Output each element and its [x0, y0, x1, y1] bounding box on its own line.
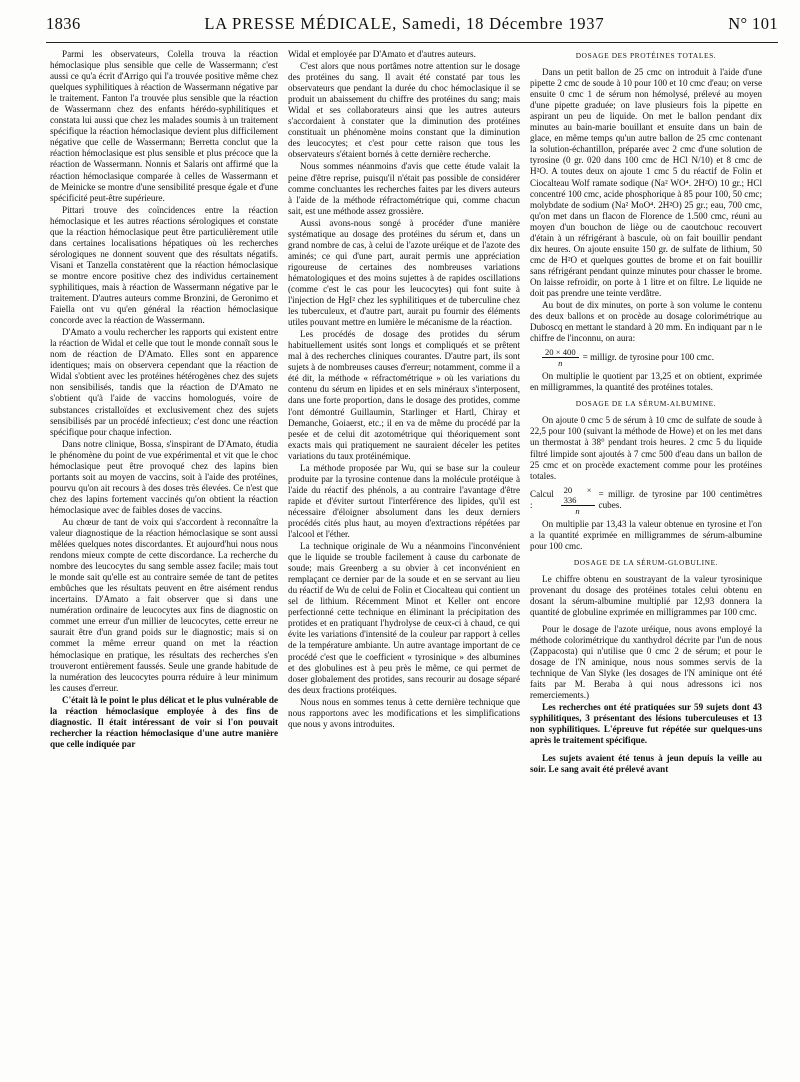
section-heading: DOSAGE DE LA SÉRUM-ALBUMINE. — [575, 399, 717, 409]
fraction-numerator: 20 × 400 — [542, 347, 579, 358]
fraction — [561, 485, 595, 516]
paragraph: On multiplie le quotient par 13,25 et on obtient, exprimée en milligrammes, la quantité des protéines totales. — [530, 371, 762, 393]
page-header — [46, 14, 778, 40]
paragraph: On multiplie par 13,43 la valeur obtenue en tyrosine et l'on a la quantité exprimée en milligrammes de sérum-albumine pour 100 cmc. — [530, 518, 762, 551]
paragraph: La méthode proposée par Wu, qui se base sur la couleur produite par la tyrosine contenue dans la molécule protéique à l'aide du réactif des phénols, a au contraire l'avantage d'être rapide et d'éviter surtout l'interférence des lipides, qu'il est nécessaire d'éloigner absolument dans les deux derniers procédés cités plus haut, au moyen d'extractions répétées par l'alcool et l'éther. — [288, 462, 520, 540]
paragraph: D'Amato a voulu rechercher les rapports qui existent entre la réaction de Widal et celle que tout le monde connaît sous le nom de réaction de D'Amato. Elles sont en apparence identiques; mais on observera cependant que la réaction de Widal s'obtient avec les protéines hétérogènes chez des sujets non sensibilisés, tandis que la réaction de D'Amato ne s'obtient qu'à l'aide de vaccins homologués, voire de substances cristalloïdes et exclusivement chez des sujets sensibilisés par un procédé infectieux; c'est donc une réaction spécifique pour chaque infection. — [50, 327, 278, 437]
formula-serum-albumin — [530, 485, 762, 516]
paragraph: Les procédés de dosage des protides du sérum habituellement usités sont longs et compliqués et se prêtent mal à des recherches cliniques courantes. D'autre part, ils sont sujets à de nombreuses causes d'erreur; notamment, comme il a été dit, la méthode « réfractométrique » où les variations du contenu du sérum en lipides et en sels minéraux s'interposent, dans une forte proportion, dans le dosage des protides, comme l'ont démontré Guillaumin, Starlinger et Hartl, Chiray et Demanche, Goiaerst, etc.; il en va de même du procédé par la pesée et de celui dit azotométrique qui théoriquement sont exacts mais qui pratiquement ne sauraient déceler les petites variations du taux protéinémique. — [288, 329, 520, 461]
paragraph: Dans notre clinique, Bossa, s'inspirant de D'Amato, étudia le phénomène du point de vue expérimental et vit que le choc hémoclasique peut être provoqué chez des lapins bien portants soit au moyen de vaccins, soit à l'aide des protéines, pourvu qu'on ait recours à des doses très élevées. Ce n'est que chez des lapins fortement vaccinés qu'on obtient la réaction hémoclasique avec de faibles doses de vaccins. — [50, 438, 278, 515]
formula-label: Calcul : — [530, 489, 554, 511]
paragraph: Pour le dosage de l'azote uréique, nous avons employé la méthode colorimétrique du xanthydrol décrite par l'un de nous (Zappacosta) qui n'utilise que 0 cmc 2 de sérum; et pour le dosage de l'N aminique, nous nous sommes servis de la technique de Van Slyke (les dosages de l'N aminique ont été faits par M. Beraba à qui nous adressons ici nos remerciements.) — [530, 624, 762, 701]
formula-result: = milligr. de tyrosine par 100 centimètres cubes. — [598, 489, 762, 511]
paragraph-bold: Les sujets avaient été tenus à jeun depuis la veille au soir. Le sang avait été prélevé avant — [530, 752, 762, 774]
formula-result: = milligr. de tyrosine pour 100 cmc. — [582, 352, 714, 363]
paragraph: Nous sommes néanmoins d'avis que cette étude valait la peine d'être reprise, puisqu'il n'était pas possible de considérer comme concluantes les recherches faites par les divers auteurs à l'aide de la méthode réfractométrique qui, comme chacun sait, est une méthode assez grossière. — [288, 161, 520, 216]
fraction-denominator: n — [575, 505, 580, 516]
paragraph: Widal et employée par D'Amato et d'autres auteurs. — [288, 49, 476, 59]
paragraph-bold: Les recherches ont été pratiquées sur 59 sujets dont 43 syphilitiques, 3 présentant des lésions tuberculeuses et 13 non syphilitiques. L'épreuve fut répétée sur quelques-uns après le traitement spécifique. — [530, 702, 762, 746]
paragraph: Pittari trouve des coïncidences entre la réaction hémoclasique et les autres réactions sérologiques et constate que la réaction hémoclasique peut être particulièrement utile dans certaines localisations hépatiques où les recherches sérologiques ne donnent souvent que des résultats négatifs. Visani et Tanzella constatèrent que la réaction hémoclasique se montre encore positive chez des individus certainement syphilitiques, mais à réaction de Wassermann négative par le traitement. D'autres auteurs comme Bronzini, de Geronimo et Faiella ont vu qu'en général la réaction hémoclasique concorde avec la réaction de Wassermann. — [50, 204, 278, 326]
column-1 — [46, 49, 278, 1074]
section-heading: DOSAGE DE LA SÉRUM-GLOBULINE. — [573, 557, 719, 567]
page-number: 1836 — [46, 14, 81, 33]
paragraph: La technique originale de Wu a néanmoins l'inconvénient que le liquide se trouble facilement à cause du carbonate de soude; mais Greenberg a su obvier à cet inconvénient en remplaçant ce dernier par de la soude et en se servant au lieu du réactif de Wu de celui de Folin et Ciocalteau qui contient un sel de lithium. Récemment Minot et Keller ont encore perfectionné cette technique en éliminant la précipitation des protides et en pratiquant l'hydrolyse de ceux-ci à chaud, ce qui évite les variations d'intensité de la couleur par rapport à celles de la température ambiante. Un autre avantage important de ce procédé c'est que le coefficient « tyrosinique » des albumines et des globulines est à peu près le même, ce qui permet de doser globalement des protides, sans recourir au dosage séparé des deux fractions protéiques. — [288, 541, 520, 695]
fraction — [542, 347, 579, 368]
section-heading: DOSAGE DES PROTÉINES TOTALES. — [575, 51, 717, 60]
column-2 — [288, 49, 520, 1074]
column-3 — [530, 49, 762, 1074]
paragraph: Aussi avons-nous songé à procéder d'une manière systématique au dosage des protéines du sérum et, dans un grand nombre de cas, à celui de l'azote uréique et de l'azote des aminés; ce qui d'une part, aurait permis une appréciation rigoureuse de certaines des nombreuses variations hématologiques et des moins sujettes à de rapides oscillations (comme c'est le cas pour les leucocytes) qui font suite à l'injection de HgI² chez les syphilitiques et de tuberculine chez les tuberculeux, et d'autre part, aurait pu fournir des éléments utiles pouvant mettre en lumière le mécanisme de la réaction. — [288, 217, 520, 328]
paragraph: Parmi les observateurs, Colella trouva la réaction hémoclasique plus sensible que celle de Wassermann; c'est aussi ce qu'a écrit d'Arrigo qui l'a trouvée positive même chez quelques syphilitiques à réaction de Wassermann négative par le traitement. Fanton l'a trouvée plus sensible que la réaction de Wassermann chez des enfants hérédo-syphilitiques et constata lui aussi que chez les malades soumis à un traitement spécifique la réaction hémoclasique devient plus difficilement négative que celle de Wassermann; Berretta conclut que la réaction hémoclasique est plus sensible et plus précoce que la réaction de Wassermann. Nonnis et Salaris ont affirmé que la réaction hémoclasique comparée à celles de Wassermann et de Meinicke se montre d'une sensibilité presque égale et d'une spécificité peut-être supérieure. — [50, 49, 278, 203]
text-columns — [46, 49, 778, 1074]
fraction-numerator: 20 × 336 — [561, 485, 595, 506]
fraction-denominator: n — [558, 358, 563, 369]
header-rule — [46, 42, 778, 43]
paragraph: Au bout de dix minutes, on porte à son volume le contenu des deux ballons et on procède au dosage colorimétrique au Duboscq en mettant le standard à 20 mm. En indiquant par n le chiffre de l'inconnu, on aura: — [530, 300, 762, 344]
paragraph: On ajoute 0 cmc 5 de sérum à 10 cmc de sulfate de soude à 22,5 pour 100 (suivant la méthode de Howe) et on les met dans un thermostat à 38° pendant trois heures. 2 cmc 5 du liquide filtré limpide sont ajoutés à 7 cmc 500 d'eau dans un ballon de 25 cmc et on procède exactement comme pour les protéines totales. — [530, 415, 762, 481]
paragraph: C'est alors que nous portâmes notre attention sur le dosage des protéines du sang. Il avait été constaté par tous les observateurs que pendant la durée du choc hémoclasique il se produit un abaissement du chiffre des protéines du sang; mais Widal et ses collaborateurs ainsi que les autres auteurs s'accordaient à constater que la diminution des protéines constituait un phénomène moins constant que la diminution des leucocytes; et c'est pour cette raison que tous les observateurs s'étaient bornés à cette dernière recherche. — [288, 61, 520, 160]
paragraph-bold: C'était là le point le plus délicat et le plus vulnérable de la réaction hémoclasique employée à des fins de diagnostic. Il était intéressant de voir si l'on pouvait rechercher la réaction hémoclasique d'une autre manière que celle indiquée par — [50, 694, 278, 749]
paragraph: Nous nous en sommes tenus à cette dernière technique que nous rapportons avec les modifications et les simplifications que nous y avons introduites. — [288, 696, 520, 729]
paragraph: Au chœur de tant de voix qui s'accordent à reconnaître la valeur diagnostique de la réaction hémoclasique se sont aussi mêlées quelques notes discordantes. Et aujourd'hui nous nous rendons mieux compte de cette discordance. La recherche du nombre des leucocytes du sang semble assez facile; mais tout le monde sait qu'elle est au contraire semée de tant de petites embûches que les résultats peuvent en être aisément rendus incertains. D'Amato a fait observer que si dans une numération ordinaire de leucocytes aux fins de diagnostic on commet une erreur d'un millier de leucocytes, cette erreur ne saurait être d'un grand poids sur le diagnostic; mais si on commet la même erreur quand on met la réaction hémoclasique en pratique, les résultats des recherches s'en trouveront entièrement faussés. Seule une grande habitude de la numération des leucocytes pourra réduire à leur minimum les causes d'erreur. — [50, 516, 278, 693]
journal-title: LA PRESSE MÉDICALE, Samedi, 18 Décembre 1937 — [204, 14, 605, 33]
paragraph: Dans un petit ballon de 25 cmc on introduit à l'aide d'une pipette 2 cmc de soude à 10 pour 100 et 10 cmc d'eau; on verse ensuite 0 cmc 1 de sérum non hémolysé, prélevé au moyen d'une pipette graduée; on lave plusieurs fois la pipette en aspirant un peu de liquide. On met le ballon pendant dix minutes au bain-marie bouillant et ensuite dans un bain de glace, en même temps qu'un autre ballon de 25 cmc contenant la solution-échantillon, préparée avec 2 cmc d'une solution de tyrosine (0 gr. 020 dans 100 cmc de HCl N/10) et 8 cmc de H²O. A toutes deux on ajoute 1 cmc 5 du réactif de Folin et Ciocalteau Wolf ramate sodique (Na² WO⁴. 2H²O) 10 gr.; HCl concentré 100 cmc, acide phosphorique à 85 pour 100, 50 cmc; molybdate de sodium (Na² MoO⁴. 2H²O) 25 gr.; eau, 700 cmc, qu'on met dans un flacon de Florence de 1.500 cmc, réuni au moyen d'un bouchon de liège ou de caoutchouc recouvert d'étain à un réfrigérant à bascule, où on fait bouillir pendant dix heures. On ajoute ensuite 150 gr. de sulfate de lithium, 50 cmc de H²O et quelques gouttes de brome et on fait bouillir sans réfrigérant pendant quinze minutes pour chasser le brome. On laisse refroidir, on porte à 1 litre et on filtre. Le liquide ne doit pas prendre une teinte verdâtre. — [530, 67, 762, 298]
paragraph: Le chiffre obtenu en soustrayant de la valeur tyrosinique provenant du dosage des protéines totales celui obtenu en dosant la sérum-albumine multiplié par 12,93 donnera la quantité de globuline exprimée en milligrammes par 100 cmc. — [530, 573, 762, 617]
issue-number: N° 101 — [728, 14, 778, 33]
formula-total-proteins — [542, 347, 762, 368]
